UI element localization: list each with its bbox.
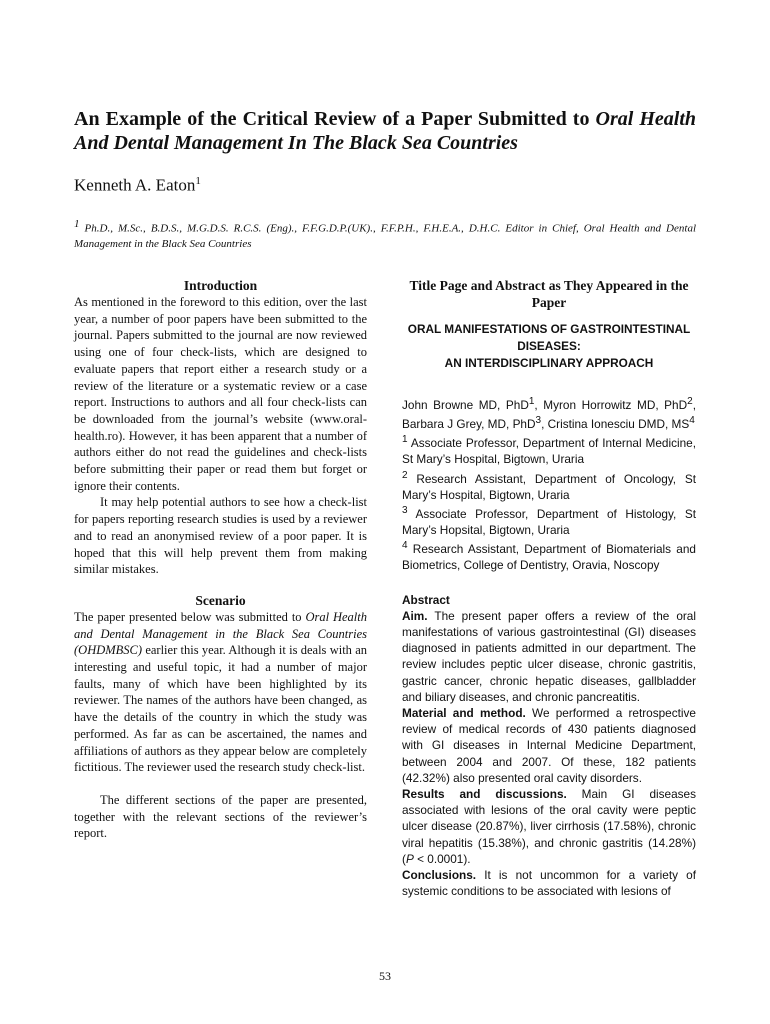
abstract-results-text-a: Main GI diseases associated with lesions of the oral cavity were peptic ulcer disease (20.87%), liver cirrhosis (17.58%), chronic viral hepatitis (15.38%), and chronic gastritis (14.28%) ( [402, 787, 696, 866]
author-1-name: John Browne MD, PhD [402, 397, 529, 412]
affiliation-4-text: Research Assistant, Department of Biomaterials and Biometrics, College of Dentistry, Oravia, Noscopy [402, 542, 696, 573]
article-title [74, 107, 696, 155]
introduction-paragraph-1: As mentioned in the foreword to this edition, over the last year, a number of poor papers have been submitted to the journal. Papers submitted to the journal are now reviewed using one of four check-lists, which are designed to evaluate papers that report either a research study or a review of the literature or a systematic review or a case report. Instructions to authors and all four check-lists can be downloaded from the journal’s website (www.oral-health.ro). However, it has been apparent that a number of authors either do not read the guidelines and check-lists before submitting their paper or read them but forget or ignore their contents. [74, 295, 367, 493]
abstract-conclusions [402, 867, 696, 899]
author-2-sup: 2 [687, 396, 693, 407]
affiliation-2-sup: 2 [402, 469, 408, 481]
right-column [402, 277, 696, 899]
author-affiliation [74, 217, 696, 252]
affiliation-text: Ph.D., M.Sc., B.D.S., M.G.D.S. R.C.S. (Eng)., F.F.G.D.P.(UK)., F.F.P.H., F.H.E.A., D.H.C. Editor in Chief, Oral Health and Dental Management in the Black Sea Countries [74, 222, 697, 250]
article-title-main: An Example of the Critical Review of a Paper Submitted to [74, 108, 590, 130]
page-number: 53 [379, 969, 391, 983]
abstract-results [402, 786, 696, 867]
left-column [74, 277, 367, 842]
abstract-aim-text: The present paper offers a review of the oral manifestations of various gastrointestinal (GI) diseases diagnosed in patients admitted in our department. The review includes peptic ulcer disease, chronic gastritis, gastric cancer, chronic hepatic diseases, gallbladder and biliary diseases, and chronic pancreatitis. [402, 608, 696, 704]
affiliation-1-sup: 1 [402, 434, 408, 446]
abstract-conclusions-text: It is not uncommon for a variety of systemic conditions to be associated with lesions of [402, 868, 697, 899]
affiliation-3-sup: 3 [402, 504, 408, 516]
article-title-journal: Oral Health And Dental Management In The Black Sea Countries [74, 108, 697, 154]
affiliation-4 [402, 538, 696, 573]
scenario-paragraph-1 [74, 609, 367, 776]
reviewed-paper-title-line-1: ORAL MANIFESTATIONS OF GASTROINTESTINAL DISEASES: [407, 322, 691, 353]
author-2-name: , Myron Horrowitz MD, PhD [534, 397, 688, 412]
author-3-sup: 3 [535, 415, 542, 427]
affiliation-3-text: Associate Professor, Department of Histology, St Mary’s Hopsital, Bigtown, Uraria [402, 506, 696, 538]
author-1-sup: 1 [528, 396, 535, 407]
affiliation-2-text: Research Assistant, Department of Oncology, St Mary’s Hospital, Bigtown, Uraria [402, 471, 696, 502]
introduction-heading: Introduction [183, 278, 258, 293]
scenario-paragraph-2: The different sections of the paper are presented, together with the relevant sections of the reviewer’s report. [74, 792, 367, 841]
reviewed-paper-abstract [402, 592, 696, 900]
author-4-sup: 4 [689, 415, 695, 427]
introduction-paragraph-2: It may help potential authors to see how a check-list for papers reporting research studies is used by a reviewer and to read an anonymised review of a poor paper. It is hoped that this will help prevent them from making similar mistakes. [74, 495, 367, 577]
author-3-name: , Barbara J Grey, MD, PhD [402, 397, 696, 432]
reviewed-paper-title [402, 321, 696, 372]
author-sup: 1 [195, 175, 201, 187]
affiliation-4-sup: 4 [402, 540, 408, 552]
abstract-aim [402, 608, 696, 705]
author-list [402, 394, 696, 432]
affiliation-sup: 1 [74, 218, 80, 230]
author-4-name: , Cristina Ionesciu DMD, MS [541, 417, 690, 432]
reviewed-paper-title-line-2: AN INTERDISCIPLINARY APPROACH [444, 356, 654, 370]
abstract-heading-text: Abstract [402, 592, 450, 607]
abstract-heading [402, 592, 696, 608]
abstract-results-label: Results and discussions. [402, 787, 567, 801]
abstract-method-label: Material and method. [402, 705, 526, 720]
author-line [74, 175, 201, 196]
abstract-method-text: We performed a retrospective review of medical records of 430 patients diagnosed with GI diseases in Internal Medicine Department, between 2004 and 2007. Of these, 182 patients (42.32%) also presented oral cavity disorders. [402, 705, 696, 785]
affiliation-1-text: Associate Professor, Department of Internal Medicine, St Mary’s Hospital, Bigtown, Uraria [402, 436, 696, 467]
author-name: Kenneth A. Eaton [74, 175, 196, 195]
affiliation-2 [402, 468, 696, 503]
abstract-aim-label: Aim. [402, 608, 428, 623]
scenario-heading: Scenario [195, 592, 246, 608]
scenario-text-b: earlier this year. Although it is deals with an interesting and useful topic, it had a number of major faults, many of which have been highlighted by its reviewer. The names of the authors have been changed, as have the details of the country in which the study was performed. As far as can be ascertained, the names and affiliations of authors as they appear below are completely fictitious. The reviewer used the research study check-list. [74, 643, 367, 775]
abstract-results-p: P [405, 851, 414, 866]
abstract-method [402, 705, 696, 786]
affiliation-1 [402, 432, 696, 467]
abstract-conclusions-label: Conclusions. [402, 868, 477, 883]
scenario-text-a: The paper presented below was submitted to [74, 609, 302, 624]
scenario-journal-name: Oral Health and Dental Management in the Black Sea Countries (OHDMBSC) [74, 609, 367, 658]
abstract-results-text-b: < 0.0001). [417, 851, 471, 866]
title-page-heading: Title Page and Abstract as They Appeared in the Paper [409, 278, 689, 310]
reviewed-paper-authors [402, 394, 696, 574]
affiliation-3 [402, 503, 696, 538]
